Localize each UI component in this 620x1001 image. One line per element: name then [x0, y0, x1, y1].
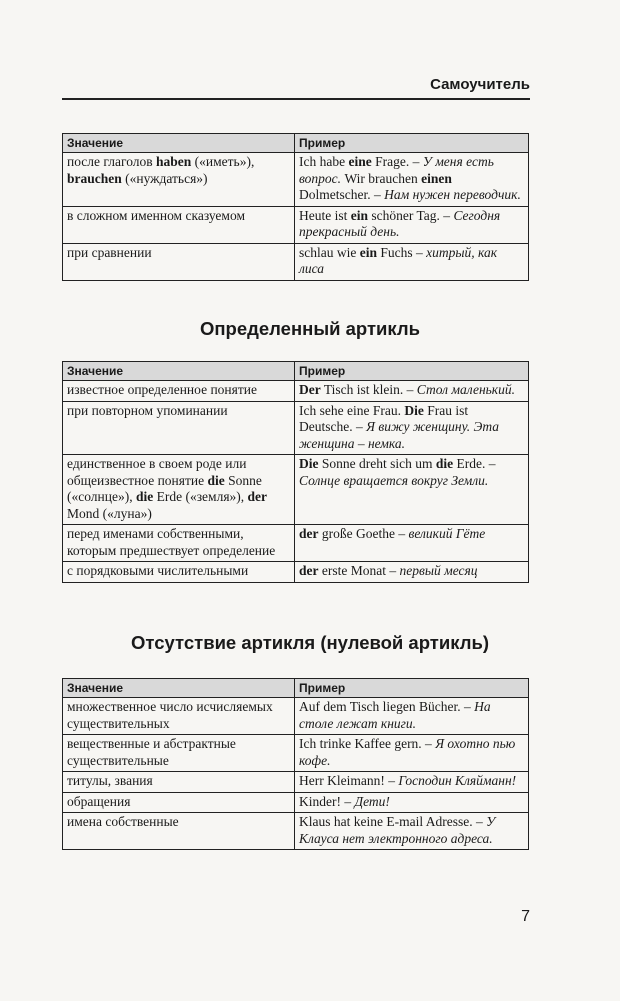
translation-text: Я охотно пью кофе.: [299, 736, 516, 768]
article-text: einen: [421, 170, 452, 186]
cell-text: erste Monat –: [318, 563, 400, 578]
page-number: 7: [521, 908, 530, 925]
example-cell: [295, 813, 529, 850]
header-example: Пример: [295, 134, 529, 153]
article-text: haben: [156, 154, 192, 169]
meaning-cell: [63, 153, 295, 207]
article-text: der: [299, 526, 319, 541]
article-text: Der: [299, 382, 321, 397]
translation-text: У Клауса нет электронного адреса.: [299, 814, 496, 846]
translation-text: первый месяц: [399, 563, 478, 578]
cell-text: («нуждаться»): [121, 170, 208, 186]
cell-text: имена собственные: [67, 814, 179, 829]
header-example: Пример: [295, 679, 529, 698]
translation-text: Я вижу женщину. Эта женщина – немка.: [299, 419, 499, 451]
meaning-cell: [63, 381, 295, 402]
article-text: der: [247, 489, 268, 504]
zero-article-table: [62, 678, 529, 850]
translation-text: Стол маленький.: [416, 382, 515, 397]
article-text: ein: [350, 207, 369, 223]
cell-text: после глаголов: [67, 154, 156, 169]
table-row: [63, 813, 529, 850]
example-cell: [295, 206, 529, 243]
cell-text: Heute ist: [299, 207, 351, 223]
translation-text: Дети!: [354, 793, 390, 809]
table-header-row: [63, 134, 529, 153]
example-cell: [295, 735, 529, 772]
table-row: [63, 206, 529, 243]
cell-text: Fuchs –: [377, 244, 427, 260]
translation-text: Сегодня прекрасный день.: [299, 207, 501, 239]
meaning-cell: [63, 243, 295, 280]
example-cell: [295, 455, 529, 525]
cell-text: große Goethe –: [318, 526, 409, 541]
definite-article-table: [62, 361, 529, 583]
example-cell: [295, 381, 529, 402]
article-text: Die: [404, 402, 424, 418]
header-meaning: Значение: [63, 679, 295, 698]
table-row: [63, 792, 529, 813]
cell-text: вещественные и абстрактные существительные: [67, 736, 236, 768]
table-row: [63, 455, 529, 525]
cell-text: schlau wie: [299, 244, 360, 260]
meaning-cell: [63, 735, 295, 772]
translation-text: У меня есть вопрос.: [299, 154, 494, 186]
cell-text: титулы, звания: [67, 773, 153, 788]
cell-text: Dolmetscher. –: [299, 187, 385, 202]
cell-text: Mond («луна»): [67, 505, 152, 521]
table-row: [63, 735, 529, 772]
translation-text: Нам нужен переводчик.: [384, 187, 521, 202]
table-row: [63, 153, 529, 207]
cell-text: Erde. –: [453, 456, 496, 471]
meaning-cell: [63, 455, 295, 525]
article-text: die: [207, 472, 225, 488]
cell-text: Auf dem Tisch liegen Bücher. –: [299, 699, 475, 714]
meaning-cell: [63, 562, 295, 583]
cell-text: Ich trinke Kaffee gern. –: [299, 736, 436, 751]
cell-text: Erde («земля»),: [153, 489, 248, 504]
article-text: der: [299, 563, 319, 578]
meaning-cell: [63, 813, 295, 850]
example-cell: [295, 562, 529, 583]
cell-text: Kinder! –: [299, 793, 355, 809]
cell-text: schöner Tag. –: [368, 207, 454, 223]
cell-text: Frau ist Deutsche. –: [299, 402, 469, 434]
article-text: brauchen: [67, 170, 122, 186]
header-example: Пример: [295, 362, 529, 381]
running-head-title: Самоучитель: [430, 76, 530, 93]
cell-text: Klaus hat keine E-mail Adresse. –: [299, 814, 487, 829]
translation-text: Господин Кляйманн!: [398, 773, 517, 788]
example-cell: [295, 401, 529, 455]
translation-text: На столе лежат книги.: [299, 699, 491, 731]
section-title-definite: Определенный артикль: [199, 318, 421, 339]
cell-text: Tisch ist klein. –: [320, 382, 417, 397]
translation-text: великий Гёте: [408, 526, 486, 541]
meaning-cell: [63, 772, 295, 793]
example-cell: [295, 698, 529, 735]
table-header-row: [63, 679, 529, 698]
table-row: [63, 698, 529, 735]
table-row: [63, 401, 529, 455]
article-text: die: [135, 489, 154, 504]
section-title-zero: Отсутствие артикля (нулевой артикль): [131, 632, 489, 653]
example-cell: [295, 792, 529, 813]
article-text: die: [435, 456, 454, 471]
article-text: Die: [299, 456, 319, 471]
cell-text: в сложном именном сказуемом: [67, 207, 246, 223]
table-row: [63, 772, 529, 793]
cell-text: Ich sehe eine Frau.: [299, 402, 405, 418]
header-meaning: Значение: [63, 134, 295, 153]
translation-text: хитрый, как лиса: [299, 244, 498, 276]
translation-text: Солнце вращается вокруг Земли.: [299, 472, 489, 488]
cell-text: («иметь»),: [191, 154, 255, 169]
table-row: [63, 562, 529, 583]
meaning-cell: [63, 401, 295, 455]
cell-text: Herr Kleimann! –: [299, 773, 399, 788]
cell-text: Wir brauchen: [341, 170, 422, 186]
indefinite-article-table: [62, 133, 529, 281]
cell-text: известное определенное понятие: [67, 382, 257, 397]
cell-text: при сравнении: [67, 244, 152, 260]
table-row: [63, 381, 529, 402]
example-cell: [295, 243, 529, 280]
cell-text: Sonne («солнце»),: [67, 472, 262, 504]
cell-text: при повторном упоминании: [67, 402, 228, 418]
table-row: [63, 243, 529, 280]
header-meaning: Значение: [63, 362, 295, 381]
cell-text: с порядковыми числительными: [67, 563, 249, 578]
example-cell: [295, 153, 529, 207]
cell-text: Sonne dreht sich um: [318, 456, 436, 471]
meaning-cell: [63, 525, 295, 562]
running-head-rule: [62, 98, 530, 100]
cell-text: Ich habe: [299, 154, 349, 169]
table-header-row: [63, 362, 529, 381]
table-row: [63, 525, 529, 562]
meaning-cell: [63, 698, 295, 735]
example-cell: [295, 772, 529, 793]
example-cell: [295, 525, 529, 562]
cell-text: перед именами собственными, которым предшествует определение: [67, 526, 276, 558]
meaning-cell: [63, 206, 295, 243]
cell-text: множественное число исчисляемых существительных: [67, 699, 273, 731]
article-text: eine: [348, 154, 372, 169]
cell-text: обращения: [67, 793, 131, 809]
article-text: ein: [359, 244, 377, 260]
cell-text: единственное в своем роде или общеизвестное понятие: [67, 456, 247, 488]
cell-text: Frage. –: [371, 154, 423, 169]
meaning-cell: [63, 792, 295, 813]
